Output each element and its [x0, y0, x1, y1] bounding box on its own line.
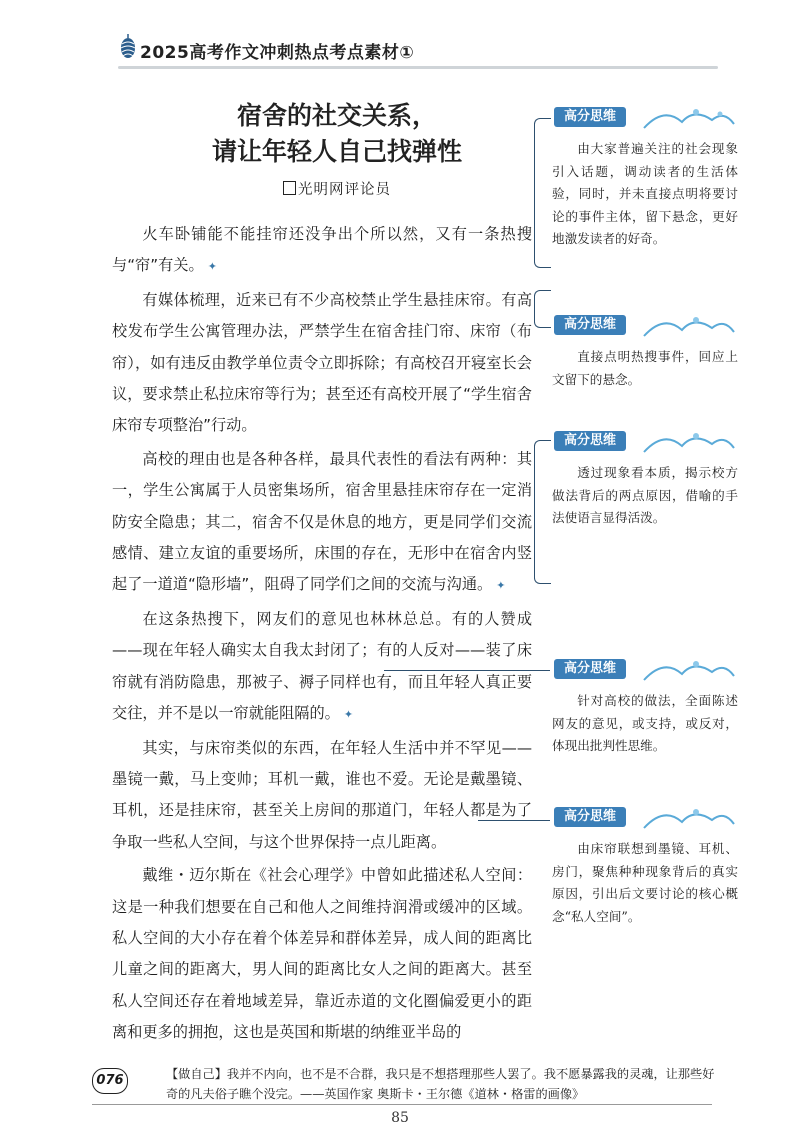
paragraph-2: 有媒体梳理，近来已有不少高校禁止学生悬挂床帘。有高校发布学生公寓管理办法，严禁学生在宿舍挂门帘、床帘（布帘），如有违反由教学单位责令立即拆除；有高校召开寝室长会议，要求禁止私拉床帘等行为；甚至还有高校开展了“学生宿舍床帘专项整治”行动。: [112, 290, 532, 435]
note-connector-1: [270, 118, 550, 266]
footer-divider: [92, 1104, 712, 1105]
note-5: [548, 804, 738, 928]
note-text: 由大家普遍关注的社会现象引入话题，调动读者的生活体验，同时，并未直接点明将要讨论的事件主体，留下悬念，更好地激发读者的好奇。: [552, 141, 738, 246]
paragraph-6: 戴维・迈尔斯在《社会心理学》中曾如此描述私人空间：这是一种我们想要在自己和他人之间维持润滑或缓冲的区域。私人空间的大小存在着个体差异和群体差异，成人间的距离比儿童之间的距离大，男人间的距离比女人之间的距离大。甚至私人空间还存在着地域差异，靠近赤道的文化圈偏爱更小的距离和更多的拥抱，这也是英国和斯堪的纳维亚半岛的: [112, 866, 532, 1042]
byline-text: 光明网评论员: [298, 182, 391, 198]
note-tag: 高分思维: [554, 807, 626, 827]
running-title: 2025高考作文冲刺热点考点素材①: [140, 43, 415, 63]
note-4: [548, 656, 738, 758]
header-divider: [118, 66, 718, 69]
note-1: [548, 104, 738, 251]
note-3: [548, 428, 738, 530]
note-tag: 高分思维: [554, 659, 626, 679]
paragraph-4: 在这条热搜下，网友们的意见也林林总总。有的人赞成——现在年轻人确实太自我太封闭了；有的人反对——装了床帘就有消防隐患，那被子、褥子同样也有，而且年轻人真正要交往，并不是以一帘就能阻隔的。 ✦: [112, 609, 532, 723]
sparkle-icon: ✦: [496, 579, 506, 593]
page-number: 85: [391, 1110, 409, 1126]
note-tag: 高分思维: [554, 107, 626, 127]
note-text: 针对高校的做法，全面陈述网友的意见，或支持，或反对，体现出批判性思维。: [552, 693, 738, 753]
leaf-decoration-icon: [634, 804, 738, 830]
paragraph-5: 其实，与床帘类似的东西，在年轻人生活中并不罕见——墨镜一戴，马上变帅；耳机一戴，谁也不爱。无论是戴墨镜、耳机，还是挂床帘，甚至关上房间的那道门，年轻人都是为了争取一些私人空间，与这个世界保持一点儿距离。: [112, 738, 532, 851]
note-tag: 高分思维: [554, 315, 626, 335]
page-header: [0, 0, 800, 80]
page-badge: 076: [92, 1068, 128, 1094]
note-text: 直接点明热搜事件，回应上文留下的悬念。: [552, 349, 738, 387]
note-tag: 高分思维: [554, 431, 626, 451]
paragraph-3: 高校的理由也是各种各样，最具代表性的看法有两种：其一，学生公寓属于人员密集场所，宿舍里悬挂床帘存在一定消防安全隐患；其二，宿舍不仅是休息的地方，更是同学们交流感情、建立友谊的重要场所，床围的存在，无形中在宿舍内竖起了一道道“隐形墙”，阻碍了同学们之间的交流与沟通。 ✦: [112, 449, 532, 594]
note-connector-4: [384, 670, 550, 699]
note-connector-5: [478, 820, 550, 822]
leaf-decoration-icon: [634, 312, 738, 338]
article-body: [112, 219, 532, 1049]
title-line-1: 宿舍的社交关系，: [236, 101, 437, 130]
paragraph-1: 火车卧铺能不能挂帘还没争出个所以然，又有一条热搜与“帘”有关。 ✦: [112, 225, 532, 275]
sparkle-icon: ✦: [343, 708, 354, 722]
title-line-2: 请让年轻人自己找弹性: [211, 137, 462, 166]
pinecone-logo-icon: [118, 34, 138, 60]
footer-quote: 【做自己】我并不内向，也不是不合群，我只是不想搭理那些人罢了。我不愿暴露我的灵魂，让那些好奇的凡夫俗子瞧个没完。——英国作家 奥斯卡・王尔德《道林・格雷的画像》: [166, 1067, 715, 1101]
note-text: 透过现象看本质，揭示校方做法背后的两点原因，借喻的手法使语言显得活泼。: [552, 465, 738, 525]
sparkle-icon: ✦: [207, 260, 217, 274]
leaf-decoration-icon: [634, 428, 738, 454]
leaf-decoration-icon: [634, 656, 738, 682]
note-2: [548, 312, 738, 391]
leaf-decoration-icon: [634, 104, 738, 130]
note-text: 由床帘联想到墨镜、耳机、房门，聚焦种种现象背后的真实原因，引出后文要讨论的核心概念“私人空间”。: [552, 841, 738, 924]
